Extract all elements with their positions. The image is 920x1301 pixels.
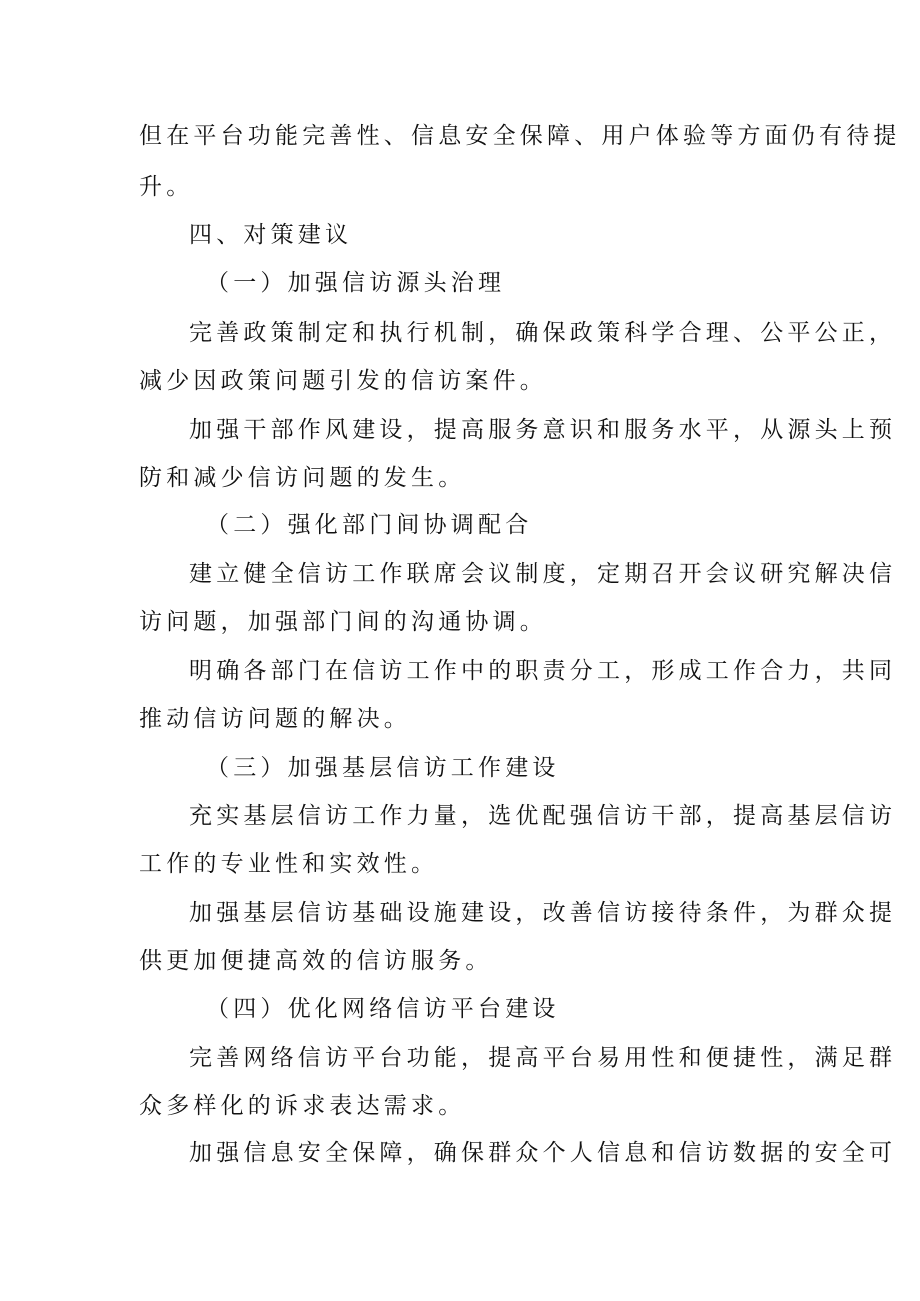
paragraph-first-line: 加强基层信访基础设施建设，改善信访接待条件，为群众提: [189, 900, 897, 926]
text-line: 升。: [139, 174, 194, 200]
text-line: 众多样化的诉求表达需求。: [139, 1093, 466, 1119]
paragraph-first-line: 完善网络信访平台功能，提高平台易用性和便捷性，满足群: [189, 1045, 897, 1071]
text-line: 工作的专业性和实效性。: [139, 851, 439, 877]
paragraph-first-line: 加强信息安全保障，确保群众个人信息和信访数据的安全可: [189, 1140, 897, 1166]
text-line: 防和减少信访问题的发生。: [139, 465, 466, 491]
subsection-heading: （一）加强信访源头治理: [206, 270, 506, 296]
text-line: 但在平台功能完善性、信息安全保障、用户体验等方面仍有待提: [139, 123, 901, 149]
paragraph-first-line: 充实基层信访工作力量，选优配强信访干部，提高基层信访: [189, 803, 897, 829]
paragraph-first-line: 完善政策制定和执行机制，确保政策科学合理、公平公正，: [189, 320, 897, 346]
subsection-heading: （三）加强基层信访工作建设: [206, 755, 560, 781]
text-line: 访问题，加强部门间的沟通协调。: [139, 609, 547, 635]
paragraph-first-line: 加强干部作风建设，提高服务意识和服务水平，从源头上预: [189, 417, 897, 443]
paragraph-first-line: 明确各部门在信访工作中的职责分工，形成工作合力，共同: [189, 658, 897, 684]
subsection-heading: （四）优化网络信访平台建设: [206, 996, 560, 1022]
text-line: 减少因政策问题引发的信访案件。: [139, 368, 547, 394]
paragraph-first-line: 建立健全信访工作联席会议制度，定期召开会议研究解决信: [189, 561, 897, 587]
text-line: 供更加便捷高效的信访服务。: [139, 948, 493, 974]
text-line: 推动信访问题的解决。: [139, 706, 411, 732]
subsection-heading: （二）强化部门间协调配合: [206, 512, 533, 538]
section-heading: 四、对策建议: [189, 222, 353, 248]
